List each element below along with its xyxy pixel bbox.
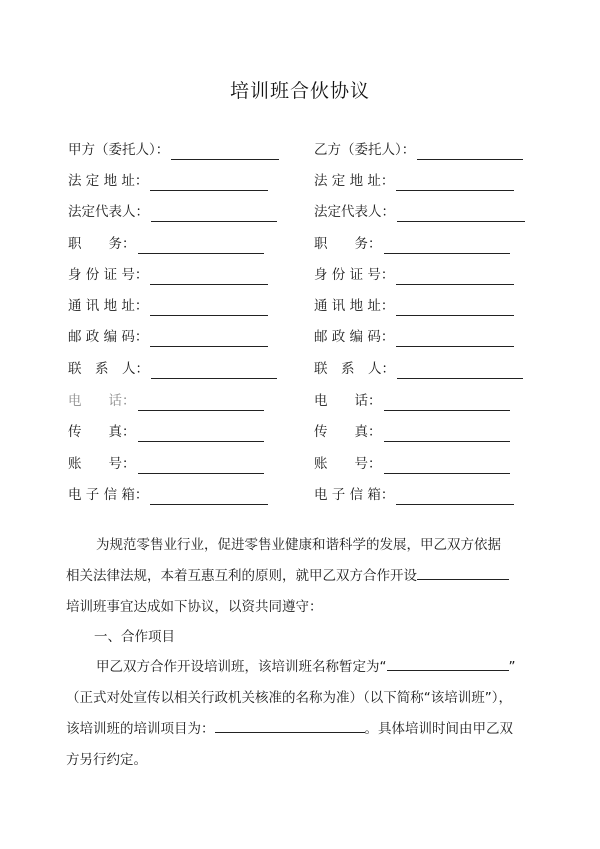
party-a-email-field[interactable] (150, 490, 268, 505)
party-b-email-row (314, 485, 514, 505)
party-b-zip-label: 邮 政 编 码： (314, 329, 395, 345)
section-1-line-4: 方另行约定。 (66, 752, 147, 768)
preamble-line-1: 为规范零售业行业，促进零售业健康和谐科学的发展，甲乙双方依据 (96, 537, 501, 553)
party-b-id-field[interactable] (396, 270, 514, 285)
section-1-body (66, 652, 536, 776)
party-a-account-row (68, 454, 264, 474)
party-a-address-row (68, 171, 268, 191)
party-a-address-field[interactable] (150, 176, 268, 191)
project-prefix: 该培训班的培训项目为： (66, 721, 215, 737)
party-b-mail-field[interactable] (396, 301, 514, 316)
party-a-contact-row (68, 359, 277, 379)
party-b-id-label: 身 份 证 号： (314, 267, 395, 283)
party-a-email-label: 电 子 信 箱： (68, 487, 149, 503)
party-b-client-label: 乙方（委托人）： (314, 142, 416, 158)
party-b-email-field[interactable] (396, 490, 514, 505)
party-a-contact-label: 联 系 人： (68, 361, 149, 377)
class-name-blank[interactable] (387, 658, 509, 671)
party-b-contact-row (314, 359, 523, 379)
section-1-line-3 (66, 714, 536, 745)
party-a-account-field[interactable] (138, 459, 264, 474)
party-b-account-label: 账 号： (314, 456, 382, 472)
party-a-fax-row (68, 422, 264, 442)
party-b-id-row (314, 265, 514, 285)
class-name-prefix: 甲乙双方合作开设培训班，该培训班名称暂定为“ (96, 659, 387, 675)
party-b-address-row (314, 171, 514, 191)
training-class-blank[interactable] (417, 567, 509, 580)
party-b-position-field[interactable] (384, 239, 510, 254)
party-a-phone-row (68, 391, 264, 411)
party-a-client-field[interactable] (171, 145, 279, 160)
party-a-zip-label: 邮 政 编 码： (68, 329, 149, 345)
party-a-rep-row (68, 202, 277, 222)
party-b-address-label: 法 定 地 址： (314, 173, 395, 189)
preamble-line-2-text: 相关法律法规，本着互惠互利的原则，就甲乙双方合作开设 (66, 568, 417, 584)
party-b-address-field[interactable] (396, 176, 514, 191)
party-a-rep-label: 法定代表人： (68, 204, 149, 220)
party-b-position-label: 职 务： (314, 236, 382, 252)
party-b-phone-row (314, 391, 510, 411)
agreement-preamble (66, 530, 536, 623)
party-b-zip-field[interactable] (396, 332, 514, 347)
party-a-zip-field[interactable] (150, 332, 268, 347)
party-a-address-label: 法 定 地 址： (68, 173, 149, 189)
party-b-contact-label: 联 系 人： (314, 361, 395, 377)
party-b-rep-field[interactable] (397, 207, 525, 222)
party-b-fax-field[interactable] (384, 427, 510, 442)
party-a-id-row (68, 265, 268, 285)
party-b-fax-label: 传 真： (314, 424, 382, 440)
party-b-account-field[interactable] (384, 459, 510, 474)
party-a-mail-row (68, 296, 268, 316)
party-b-mail-row (314, 296, 514, 316)
party-b-rep-row (314, 202, 525, 222)
party-a-phone-field[interactable] (138, 396, 264, 411)
section-1-line-1 (66, 652, 536, 683)
party-a-position-label: 职 务： (68, 236, 136, 252)
party-b-account-row (314, 454, 510, 474)
party-a-rep-field[interactable] (151, 207, 277, 222)
party-a-client-label: 甲方（委托人）： (68, 142, 170, 158)
class-name-quote-end: ” (508, 659, 516, 675)
party-a-contact-field[interactable] (151, 364, 277, 379)
party-a-mail-field[interactable] (150, 301, 268, 316)
party-b-contact-field[interactable] (397, 364, 523, 379)
party-b-rep-label: 法定代表人： (314, 204, 395, 220)
party-a-zip-row (68, 327, 268, 347)
party-b-zip-row (314, 327, 514, 347)
training-project-blank[interactable] (215, 720, 365, 733)
party-a-client-row (68, 140, 279, 160)
party-a-fax-field[interactable] (138, 427, 264, 442)
party-a-phone-label: 电 话： (68, 393, 136, 409)
party-b-phone-field[interactable] (384, 396, 510, 411)
party-b-position-row (314, 234, 510, 254)
party-a-fax-label: 传 真： (68, 424, 136, 440)
party-b-client-row (314, 140, 523, 160)
party-a-id-label: 身 份 证 号： (68, 267, 149, 283)
party-a-mail-label: 通 讯 地 址： (68, 298, 149, 314)
party-b-client-field[interactable] (417, 145, 523, 160)
document-title: 培训班合伙协议 (229, 80, 370, 102)
preamble-line-2 (66, 561, 536, 592)
preamble-line-3: 培训班事宜达成如下协议，以资共同遵守： (66, 599, 323, 615)
party-b-fax-row (314, 422, 510, 442)
party-b-phone-label: 电 话： (314, 393, 382, 409)
party-a-id-field[interactable] (150, 270, 268, 285)
party-b-email-label: 电 子 信 箱： (314, 487, 395, 503)
section-1-line-2: （正式对处宣传以相关行政机关核准的名称为准）（以下简称“该培训班”）， (66, 690, 512, 706)
party-a-email-row (68, 485, 268, 505)
project-suffix: 。具体培训时间由甲乙双 (364, 721, 513, 737)
party-a-position-field[interactable] (138, 239, 264, 254)
party-a-position-row (68, 234, 264, 254)
party-a-account-label: 账 号： (68, 456, 136, 472)
section-1-heading: 一、合作项目 (94, 629, 175, 645)
party-b-mail-label: 通 讯 地 址： (314, 298, 395, 314)
